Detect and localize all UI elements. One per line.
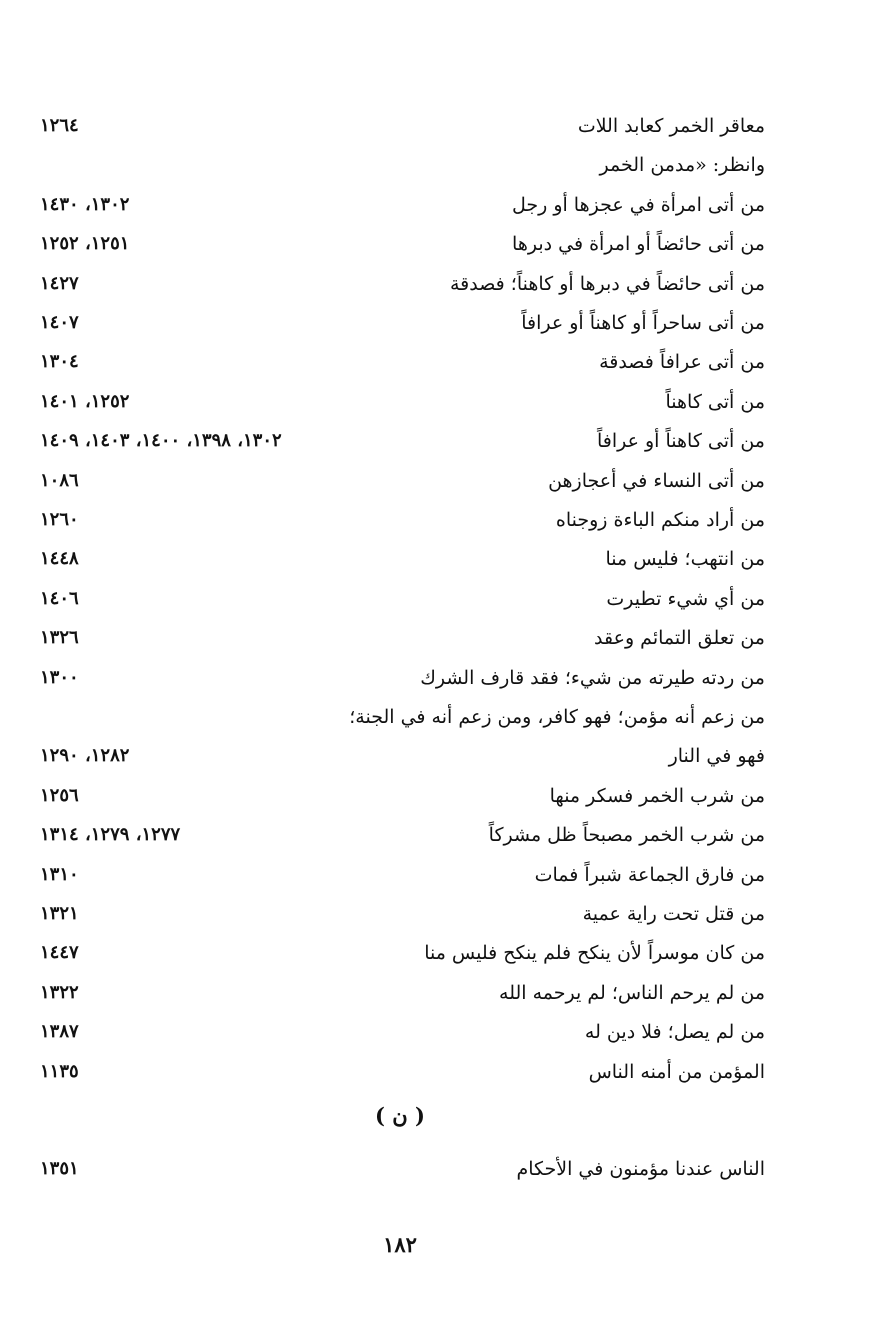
entry-refs: ١٣٠٢، ١٤٣٠ — [40, 193, 130, 215]
entry-text: من ردته طيرته من شيء؛ فقد قارف الشرك — [420, 666, 765, 689]
index-entry — [40, 108, 765, 144]
index-entry — [40, 541, 765, 577]
index-entry — [40, 1014, 765, 1050]
entry-refs: ١٠٨٦ — [40, 469, 79, 491]
entry-text: من أتى حائضاً أو امرأة في دبرها — [512, 233, 765, 256]
entry-refs: ١٣٢١ — [40, 903, 79, 924]
entry-refs: ١٣٠٤ — [40, 351, 79, 373]
index-entry — [40, 620, 765, 656]
entry-text: من أراد منكم الباءة زوجناه — [555, 509, 765, 531]
entry-refs: ١٤٠٦ — [40, 587, 79, 609]
entry-text: معاقر الخمر كعابد اللات — [577, 115, 765, 137]
entry-text: من قتل تحت راية عمية — [582, 903, 765, 925]
index-entry — [40, 266, 765, 302]
index-entry — [40, 935, 765, 971]
entry-text: الناس عندنا مؤمنون في الأحكام — [516, 1158, 765, 1180]
entry-text: من أتى عرافاً فصدقة — [599, 351, 765, 374]
page-number: ١٨٢ — [383, 1232, 417, 1257]
index-entry — [40, 660, 765, 696]
index-entry — [40, 502, 765, 538]
entry-refs: ١٢٥٦ — [40, 784, 79, 806]
entry-text: من كان موسراً لأن ينكح فلم ينكح فليس منا — [424, 942, 765, 965]
entry-refs: ١٣٠٢، ١٣٩٨، ١٤٠٠، ١٤٠٣، ١٤٠٩ — [40, 430, 282, 452]
index-entry — [40, 738, 765, 774]
entry-refs: ١٣٢٦ — [40, 627, 79, 649]
entry-refs: ١٢٥١، ١٢٥٢ — [40, 233, 130, 255]
entry-refs: ١٣٠٠ — [40, 666, 79, 688]
entry-text: من شرب الخمر فسكر منها — [549, 784, 765, 807]
entry-refs: ١٢٥٢، ١٤٠١ — [40, 390, 130, 412]
index-entry — [40, 896, 765, 932]
entry-refs: ١٤٤٧ — [40, 942, 79, 964]
index-entry — [40, 226, 765, 262]
entry-text: فهو في النار — [668, 745, 765, 768]
entry-text: من أتى كاهناً — [665, 390, 765, 413]
entry-refs: ١٤٠٧ — [40, 312, 79, 333]
section-heading-noon: ( ن ) — [375, 1103, 425, 1128]
index-entry — [40, 699, 765, 735]
entry-text: من انتهب؛ فليس منا — [605, 548, 765, 571]
index-entry — [40, 778, 765, 814]
entry-refs: ١٤٢٧ — [40, 272, 79, 294]
entry-text: وانظر: «مدمن الخمر — [599, 154, 765, 177]
index-entry — [40, 1054, 765, 1090]
entry-refs: ١٢٦٤ — [40, 115, 79, 136]
entry-text: من لم يصل؛ فلا دين له — [584, 1021, 765, 1044]
entry-text: من شرب الخمر مصبحاً ظل مشركاً — [488, 824, 765, 847]
entry-refs: ١٢٦٠ — [40, 509, 79, 530]
entry-refs: ١٢٧٧، ١٢٧٩، ١٣١٤ — [40, 824, 181, 846]
entry-text: من أتى كاهناً أو عرافاً — [596, 430, 765, 453]
index-entry — [40, 305, 765, 341]
entry-text: من زعم أنه مؤمن؛ فهو كافر، ومن زعم أنه في الجنة؛ — [349, 706, 765, 728]
entry-refs: ١٣٢٢ — [40, 981, 79, 1003]
entry-text: المؤمن من أمنه الناس — [588, 1060, 765, 1083]
entry-text: من أي شيء تطيرت — [606, 587, 765, 610]
index-entry — [40, 187, 765, 223]
index-entry — [40, 384, 765, 420]
entry-text: من أتى ساحراً أو كاهناً أو عرافاً — [521, 312, 765, 334]
index-entry — [40, 581, 765, 617]
entry-refs: ١١٣٥ — [40, 1060, 79, 1082]
entry-refs: ١٣٨٧ — [40, 1021, 79, 1043]
index-entry — [40, 817, 765, 853]
index-entry — [40, 344, 765, 380]
index-entry — [40, 423, 765, 459]
entry-text: من أتى النساء في أعجازهن — [548, 469, 765, 492]
entry-text: من أتى حائضاً في دبرها أو كاهناً؛ فصدقة — [449, 272, 765, 295]
index-entry — [40, 463, 765, 499]
index-entry — [40, 147, 765, 183]
index-entry — [40, 1151, 765, 1187]
entry-text: من لم يرحم الناس؛ لم يرحمه الله — [499, 981, 765, 1004]
entry-text: من أتى امرأة في عجزها أو رجل — [511, 193, 765, 216]
index-entry — [40, 857, 765, 893]
entry-refs: ١٣١٠ — [40, 863, 79, 885]
entry-text: من تعلق التمائم وعقد — [594, 627, 765, 650]
entry-text: من فارق الجماعة شبراً فمات — [534, 863, 765, 886]
entry-refs: ١٣٥١ — [40, 1158, 79, 1179]
entry-refs: ١٢٨٢، ١٢٩٠ — [40, 745, 130, 767]
entry-refs: ١٤٤٨ — [40, 548, 79, 570]
index-entry — [40, 975, 765, 1011]
